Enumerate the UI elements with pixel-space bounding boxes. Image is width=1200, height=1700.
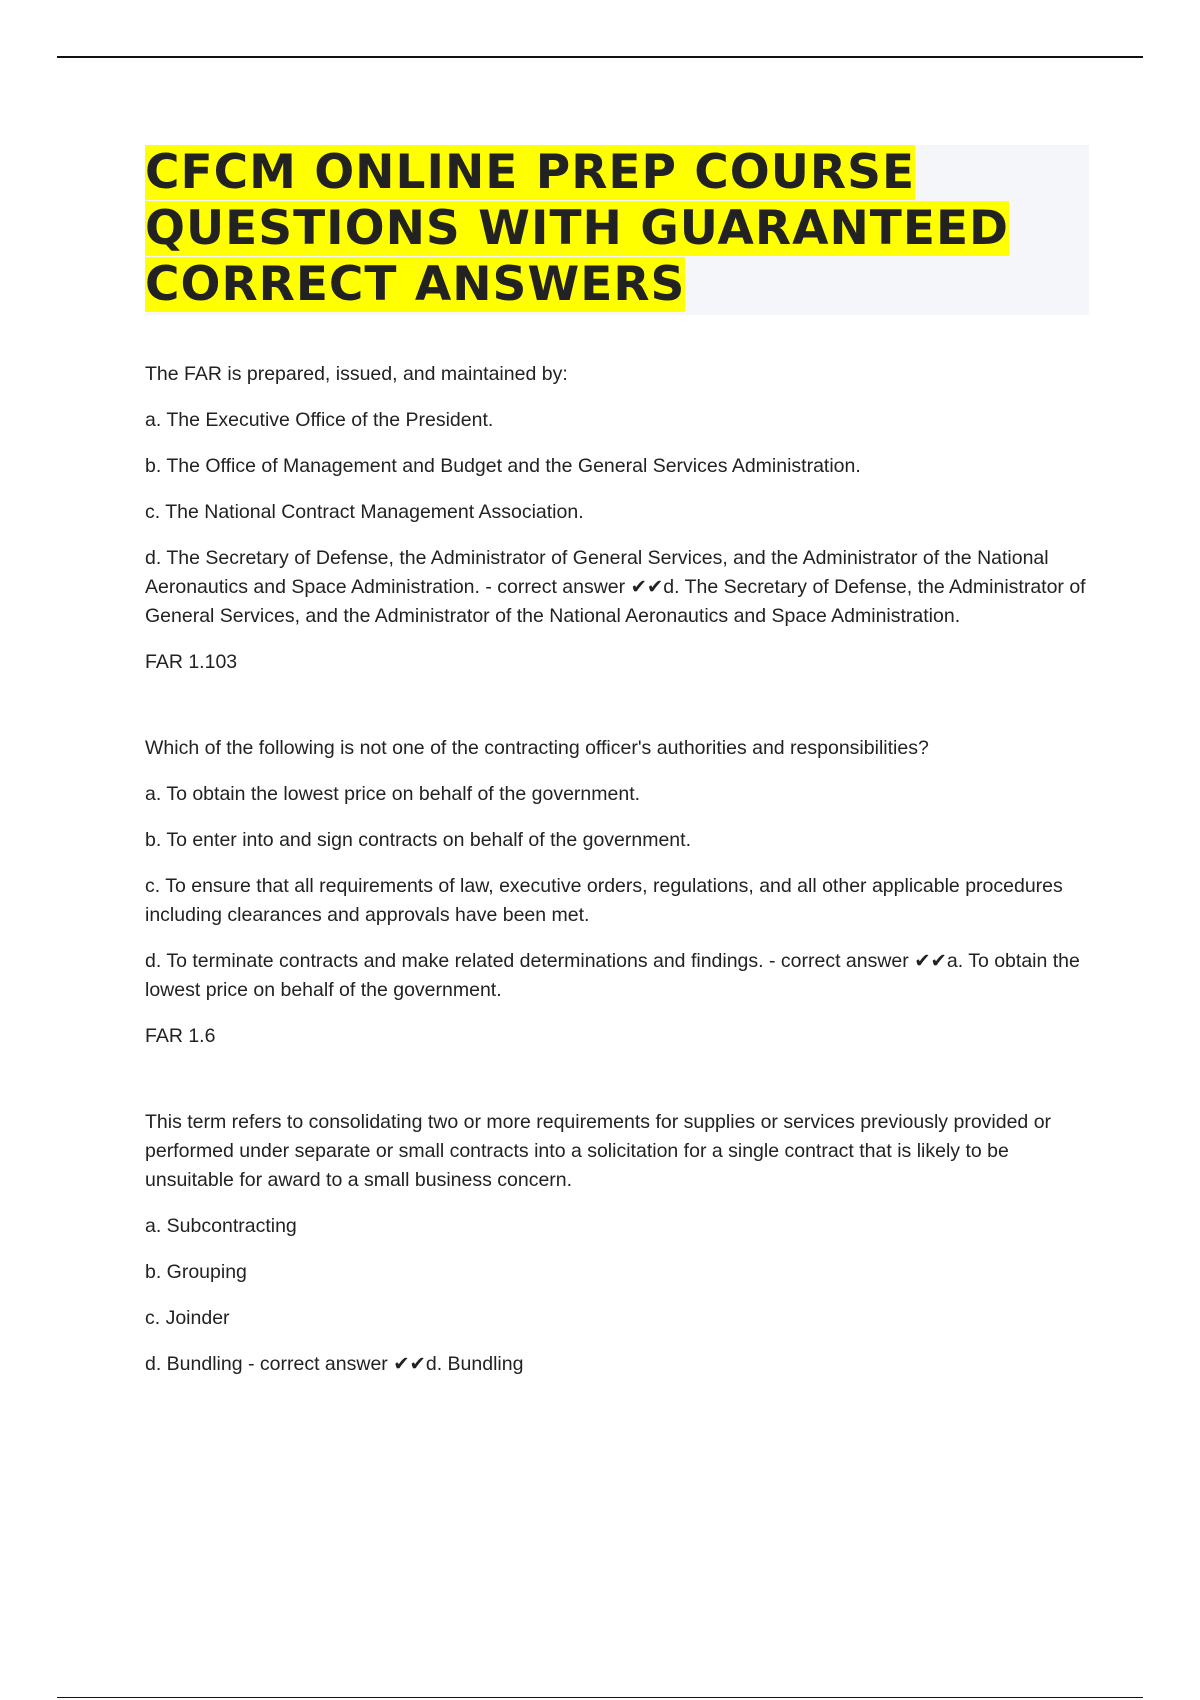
answer-option: b. The Office of Management and Budget and the General Services Administration. bbox=[145, 455, 861, 477]
answer-option: d. The Secretary of Defense, the Administrator of General Services, and the Administrator of the National Aeronautics and Space Administration. - correct answer ✔✔d. The Secretary of Defense, the Administrator of General Services, and the Administrator of the National Aeronautics and Space Administration. bbox=[145, 547, 1086, 627]
answer-option: a. Subcontracting bbox=[145, 1215, 297, 1237]
answer-option: d. To terminate contracts and make related determinations and findings. - correct answer ✔✔a. To obtain the lowest price on behalf of the government. bbox=[145, 950, 1080, 1001]
answer-option: b. To enter into and sign contracts on behalf of the government. bbox=[145, 829, 691, 851]
question-block bbox=[145, 360, 1089, 677]
answer-option: c. To ensure that all requirements of law, executive orders, regulations, and all other applicable procedures including clearances and approvals have been met. bbox=[145, 875, 1063, 926]
top-rule bbox=[57, 56, 1143, 58]
question-prompt: The FAR is prepared, issued, and maintained by: bbox=[145, 363, 568, 385]
answer-option: c. Joinder bbox=[145, 1307, 230, 1329]
bottom-rule bbox=[57, 1697, 1143, 1698]
question-spacer bbox=[145, 694, 1089, 734]
document-title bbox=[145, 145, 1089, 313]
answer-option: b. Grouping bbox=[145, 1261, 247, 1283]
answer-option: d. Bundling - correct answer ✔✔d. Bundling bbox=[145, 1353, 524, 1375]
far-reference: FAR 1.103 bbox=[145, 651, 238, 673]
question-block bbox=[145, 734, 1089, 1051]
title-block bbox=[145, 145, 1089, 315]
title-highlight: CFCM ONLINE PREP COURSE QUESTIONS WITH GUARANTEED CORRECT ANSWERS bbox=[145, 145, 1010, 312]
question-prompt: This term refers to consolidating two or more requirements for supplies or services previously provided or performed under separate or small contracts into a solicitation for a single contract that is likely to be unsuitable for award to a small business concern. bbox=[145, 1111, 1052, 1191]
question-block bbox=[145, 1108, 1089, 1379]
question-prompt: Which of the following is not one of the contracting officer's authorities and responsibilities? bbox=[145, 737, 929, 759]
answer-option: a. The Executive Office of the President. bbox=[145, 409, 494, 431]
question-spacer bbox=[145, 1068, 1089, 1108]
document-body bbox=[145, 360, 1089, 1396]
far-reference: FAR 1.6 bbox=[145, 1025, 216, 1047]
answer-option: c. The National Contract Management Association. bbox=[145, 501, 584, 523]
answer-option: a. To obtain the lowest price on behalf of the government. bbox=[145, 783, 641, 805]
